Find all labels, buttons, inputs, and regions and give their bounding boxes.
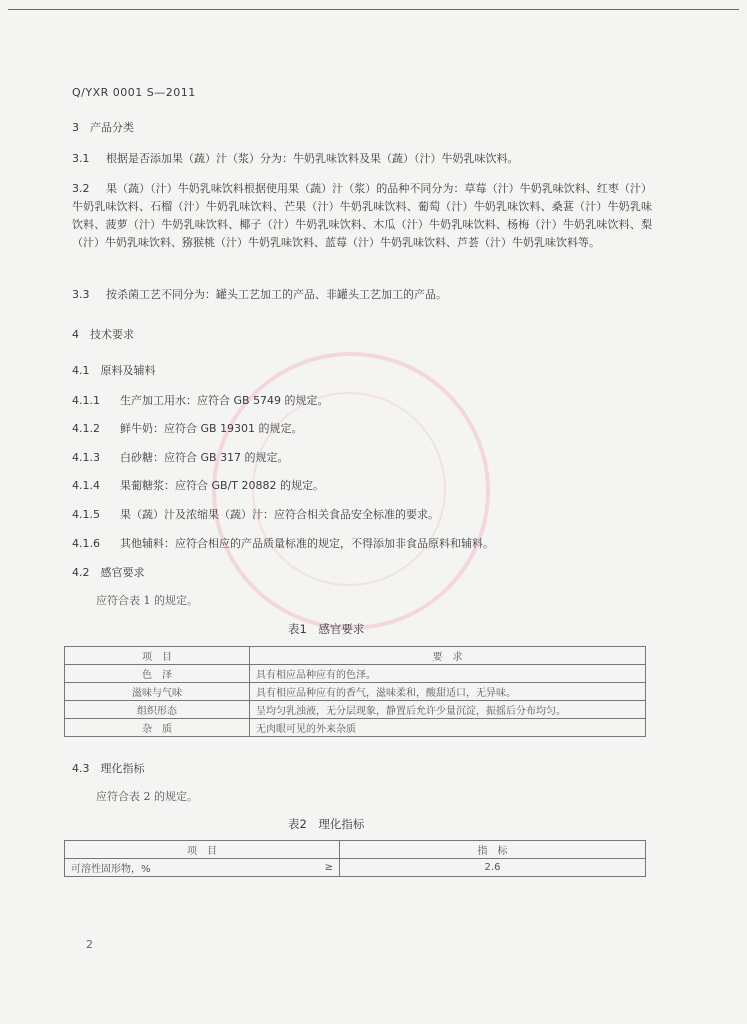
table-cell: 呈均匀乳浊液，无分层现象，静置后允许少量沉淀，振摇后分布均匀。 bbox=[250, 701, 646, 719]
table-header-cell: 项 目 bbox=[65, 841, 340, 859]
table-row bbox=[65, 859, 646, 877]
clause-4-1-3 bbox=[72, 449, 289, 465]
clause-text: 生产加工用水：应符合 GB 5749 的规定。 bbox=[120, 394, 329, 407]
clause-4-1-1 bbox=[72, 392, 329, 408]
table-cell: 具有相应品种应有的色泽。 bbox=[250, 665, 646, 683]
clause-4-1-5 bbox=[72, 506, 439, 522]
clause-number: 4.1.4 bbox=[72, 479, 100, 492]
clause-text: 鲜牛奶：应符合 GB 19301 的规定。 bbox=[120, 422, 303, 435]
table-cell: 色 泽 bbox=[65, 665, 250, 683]
table-cell: ≥ bbox=[297, 859, 340, 877]
clause-text: 根据是否添加果（蔬）汁（浆）分为：牛奶乳味饮料及果（蔬）（汁）牛奶乳味饮料。 bbox=[106, 152, 519, 165]
table-cell: 2.6 bbox=[340, 859, 646, 877]
table-cell: 组织形态 bbox=[65, 701, 250, 719]
table-cell: 具有相应品种应有的香气，滋味柔和，酸甜适口，无异味。 bbox=[250, 683, 646, 701]
clause-number: 4.1.1 bbox=[72, 394, 100, 407]
clause-text: 果（蔬）汁及浓缩果（蔬）汁：应符合相关食品安全标准的要求。 bbox=[120, 508, 439, 521]
page-number: 2 bbox=[86, 938, 93, 951]
table-header-cell: 要 求 bbox=[250, 647, 646, 665]
physicochemical-index-table bbox=[64, 840, 646, 877]
table-header-cell: 指 标 bbox=[340, 841, 646, 859]
clause-number: 4.1.2 bbox=[72, 422, 100, 435]
clause-text: 果葡糖浆：应符合 GB/T 20882 的规定。 bbox=[120, 479, 324, 492]
section-4-2-heading: 4.2 感官要求 bbox=[72, 566, 145, 579]
section-3-heading: 3 产品分类 bbox=[72, 121, 134, 134]
table2-caption: 表2 理化指标 bbox=[288, 817, 365, 831]
clause-number: 4.1.5 bbox=[72, 508, 100, 521]
clause-number: 3.2 bbox=[72, 182, 90, 195]
table-row bbox=[65, 701, 646, 719]
standard-code: Q/YXR 0001 S—2011 bbox=[72, 86, 196, 99]
clause-text: 其他辅料：应符合相应的产品质量标准的规定，不得添加非食品原料和辅料。 bbox=[120, 537, 494, 550]
table-row bbox=[65, 719, 646, 737]
clause-number: 3.3 bbox=[72, 288, 90, 301]
top-rule bbox=[8, 9, 739, 10]
clause-number: 4.1.6 bbox=[72, 537, 100, 550]
clause-3-3 bbox=[72, 286, 652, 304]
table-header-row bbox=[65, 841, 646, 859]
section-4-3-heading: 4.3 理化指标 bbox=[72, 762, 145, 775]
table1-caption: 表1 感官要求 bbox=[288, 622, 365, 636]
table-cell: 可溶性固形物，% bbox=[65, 859, 298, 877]
table-cell: 杂 质 bbox=[65, 719, 250, 737]
clause-3-2 bbox=[72, 180, 652, 252]
clause-number: 3.1 bbox=[72, 152, 90, 165]
clause-3-1 bbox=[72, 150, 652, 168]
table-header-cell: 项 目 bbox=[65, 647, 250, 665]
table-cell: 滋味与气味 bbox=[65, 683, 250, 701]
clause-4-1-6 bbox=[72, 535, 494, 551]
clause-text: 白砂糖：应符合 GB 317 的规定。 bbox=[120, 451, 289, 464]
table-row bbox=[65, 683, 646, 701]
table-row bbox=[65, 665, 646, 683]
table-header-row bbox=[65, 647, 646, 665]
section-4-heading: 4 技术要求 bbox=[72, 328, 134, 341]
clause-4-1-2 bbox=[72, 420, 303, 436]
clause-text: 果（蔬）（汁）牛奶乳味饮料根据使用果（蔬）汁（浆）的品种不同分为：草莓（汁）牛奶乳味饮料、红枣（汁）牛奶乳味饮料、石榴（汁）牛奶乳味饮料、芒果（汁）牛奶乳味饮料、葡萄（汁）牛奶乳味饮料、桑葚（汁）牛奶乳味饮料、菠萝（汁）牛奶乳味饮料、椰子（汁）牛奶乳味饮料、木瓜（汁）牛奶乳味饮料、杨梅（汁）牛奶乳味饮料、梨（汁）牛奶乳味饮料、猕猴桃（汁）牛奶乳味饮料、蓝莓（汁）牛奶乳味饮料、芦荟（汁）牛奶乳味饮料等。 bbox=[72, 182, 652, 249]
clause-4-1-4 bbox=[72, 477, 324, 493]
table-cell: 无肉眼可见的外来杂质 bbox=[250, 719, 646, 737]
sensory-requirements-table bbox=[64, 646, 646, 737]
section-4-1-heading: 4.1 原料及辅料 bbox=[72, 364, 156, 377]
clause-text: 按杀菌工艺不同分为：罐头工艺加工的产品、非罐头工艺加工的产品。 bbox=[106, 288, 447, 301]
clause-number: 4.1.3 bbox=[72, 451, 100, 464]
table2-reference: 应符合表 2 的规定。 bbox=[96, 790, 198, 803]
table1-reference: 应符合表 1 的规定。 bbox=[96, 594, 198, 607]
